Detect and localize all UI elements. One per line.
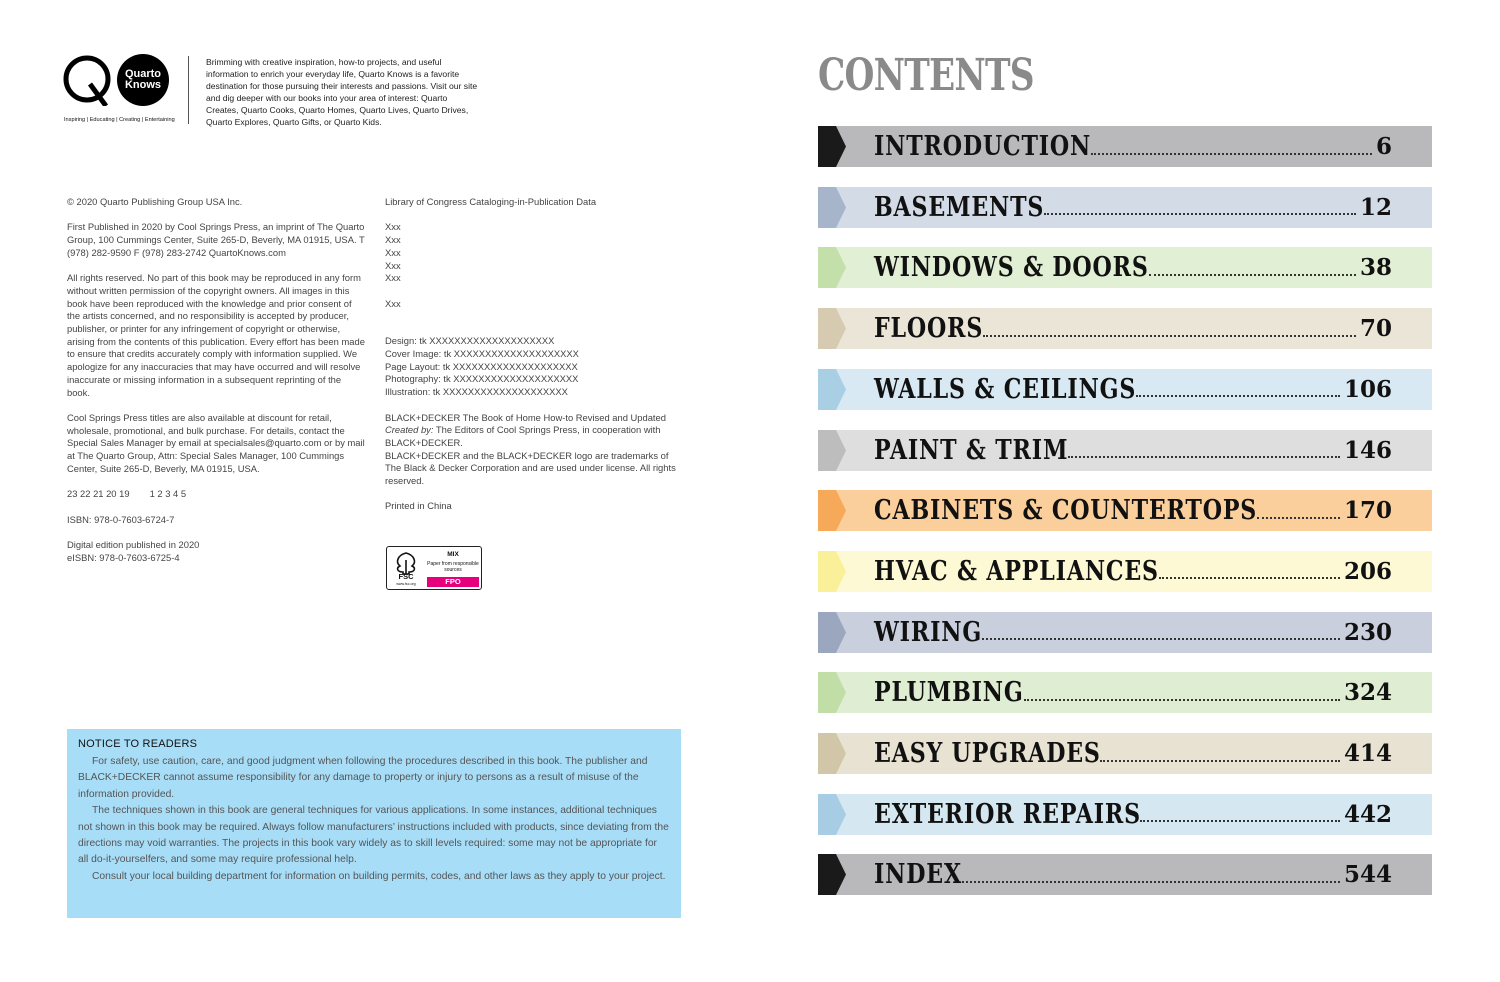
created-by — [385, 424, 681, 449]
credit-design: Design: tk XXXXXXXXXXXXXXXXXXXX — [385, 335, 555, 347]
credits — [385, 335, 681, 399]
toc-entry[interactable] — [818, 430, 1432, 471]
toc-leader-dots — [983, 335, 1356, 337]
quarto-knows-logo — [62, 54, 182, 128]
toc-entry-label: EXTERIOR REPAIRS — [874, 798, 1141, 830]
cip-last: Xxx — [385, 297, 401, 309]
printing-numbers: 1 2 3 4 5 — [149, 488, 187, 500]
printing-years: 23 22 21 20 19 — [67, 488, 130, 500]
tab-arrow-icon — [818, 369, 846, 410]
toc-entry-label: WIRING — [874, 616, 983, 648]
fsc-site: www.fsc.org — [396, 582, 416, 586]
cip-line: Xxx — [385, 221, 401, 233]
toc-entry-page: 414 — [1343, 740, 1392, 767]
toc-leader-dots — [1068, 456, 1340, 458]
digital-edition: Digital edition published in 2020 — [67, 538, 200, 550]
toc-entry-label: INTRODUCTION — [874, 131, 1092, 162]
fsc-text: FSC — [398, 572, 414, 581]
toc-entry[interactable] — [818, 612, 1432, 653]
toc-entry[interactable] — [818, 369, 1432, 410]
tab-arrow-icon — [818, 247, 846, 288]
toc-leader-dots — [1044, 213, 1356, 215]
toc-entry-label: EASY UPGRADES — [874, 738, 1101, 769]
toc-entry[interactable] — [818, 672, 1432, 713]
tab-arrow-icon — [818, 612, 846, 653]
logo-brand-line2: Knows — [124, 79, 162, 91]
toc-entry[interactable] — [818, 187, 1432, 228]
credit-cover-image: Cover Image: tk XXXXXXXXXXXXXXXXXXXX — [385, 348, 579, 359]
toc-entry[interactable] — [818, 551, 1432, 592]
toc-entry[interactable] — [818, 126, 1432, 167]
toc-entry-text — [874, 187, 1392, 228]
credit-photography: Photography: tk XXXXXXXXXXXXXXXXXXXX — [385, 373, 579, 385]
quarto-blurb: Brimming with creative inspiration, how-to projects, and useful information to enrich your everyday life, Quarto Knows is a favorite destination for those pursuing their interests and passions. Visit our site and dig deeper with our books into your area of interest: Quarto Creates, Quarto Cooks, Quarto Homes, Quarto Lives, Quarto Drives, Quarto Explores, Quarto Gifts, or Quarto Kids. — [206, 57, 478, 127]
toc-entry-text — [874, 490, 1392, 531]
toc-entry-page: 70 — [1359, 315, 1392, 343]
fsc-mix-text: MIX — [447, 551, 459, 558]
toc-entry-page: 544 — [1343, 861, 1392, 889]
toc-leader-dots — [1257, 517, 1340, 519]
tab-arrow-icon — [818, 672, 846, 713]
toc-entry-page: 170 — [1343, 497, 1392, 525]
toc-entry-label: BASEMENTS — [874, 191, 1045, 223]
fsc-fpo-badge: FPO — [427, 577, 479, 587]
toc-entry-text — [874, 430, 1392, 471]
tab-arrow-icon — [818, 794, 846, 835]
toc-entry-page: 12 — [1359, 193, 1392, 221]
logo-brand-line1: Quarto — [124, 68, 162, 80]
tab-arrow-icon — [818, 551, 846, 592]
cip-list — [385, 221, 681, 285]
toc-entry-label: CABINETS & COUNTERTOPS — [874, 495, 1258, 527]
tab-arrow-icon — [818, 854, 846, 895]
toc-entry[interactable] — [818, 490, 1432, 531]
tab-arrow-icon — [818, 187, 846, 228]
toc-entry[interactable] — [818, 794, 1432, 835]
notice-heading: NOTICE TO READERS — [78, 738, 198, 750]
toc-entry-page: 106 — [1343, 375, 1392, 403]
toc-entry-page: 230 — [1343, 618, 1392, 646]
contents-title: CONTENTS — [818, 50, 1034, 101]
toc-leader-dots — [1136, 395, 1340, 397]
toc-entry-text — [874, 612, 1392, 653]
toc-entry-page: 206 — [1343, 557, 1392, 585]
created-by-text: The Editors of Cool Springs Press, in cooperation with BLACK+DECKER. — [385, 424, 661, 448]
trademark-note: BLACK+DECKER and the BLACK+DECKER logo are trademarks of The Black & Decker Corporation and are used under license. All rights reserved. — [385, 449, 676, 487]
printed-in: Printed in China — [385, 500, 452, 512]
toc-leader-dots — [962, 881, 1340, 883]
toc-entry-label: WALLS & CEILINGS — [874, 373, 1137, 405]
toc-entry[interactable] — [818, 733, 1432, 774]
copyright-line: © 2020 Quarto Publishing Group USA Inc. — [67, 196, 243, 207]
eisbn: eISBN: 978-0-7603-6725-4 — [67, 551, 180, 563]
toc-entry-text — [874, 551, 1392, 592]
credit-page-layout: Page Layout: tk XXXXXXXXXXXXXXXXXXXX — [385, 360, 578, 372]
toc-entry-text — [874, 854, 1392, 895]
toc-leader-dots — [982, 638, 1340, 640]
copyright-column — [67, 196, 365, 577]
isbn: ISBN: 978-0-7603-6724-7 — [67, 513, 175, 525]
toc-leader-dots — [1149, 274, 1356, 276]
first-published: First Published in 2020 by Cool Springs Press, an imprint of The Quarto Group, 100 Cummings Center, Suite 265-D, Beverly, MA 01915, USA. T (978) 282-9590 F (978) 283-2742 QuartoKnows.com — [67, 221, 365, 258]
toc-entry-label: HVAC & APPLIANCES — [874, 555, 1159, 587]
toc-entry-label: FLOORS — [874, 313, 984, 345]
toc-entry-page: 324 — [1343, 679, 1392, 707]
toc-leader-dots — [1159, 577, 1340, 579]
logo-divider — [188, 56, 189, 124]
fsc-sub-text: Paper from responsible sources — [427, 561, 479, 573]
toc-leader-dots — [1024, 699, 1340, 701]
quarto-q-icon — [62, 54, 114, 106]
quarto-knows-badge — [117, 54, 169, 106]
fsc-mix-label — [386, 546, 482, 590]
cip-column — [385, 196, 681, 526]
logo-tagline: Inspiring | Educating | Creating | Entertaining — [64, 117, 175, 123]
cip-line: Xxx — [385, 259, 401, 271]
cip-line: Xxx — [385, 234, 401, 246]
notice-paragraph: Consult your local building department for information on building permits, codes, and other laws as they apply to your project. — [92, 870, 666, 882]
toc-leader-dots — [1091, 153, 1372, 155]
rights-statement: All rights reserved. No part of this book may be reproduced in any form without written permission of the copyright owners. All images in this book have been reproduced with the knowledge and prior consent of the artists concerned, and no responsibility is accepted by producer, publisher, or printer for any infringement of copyright or otherwise, arising from the contents of this publication. Every effort has been made to ensure that credits accurately comply with information supplied. We apologize for any inaccuracies that may have occurred and will resolve inaccurate or missing information in a subsequent reprinting of the book. — [67, 272, 365, 398]
toc-leader-dots — [1100, 760, 1340, 762]
toc-entry-label: WINDOWS & DOORS — [874, 252, 1149, 284]
toc-entry-text — [874, 308, 1392, 349]
toc-entry-text — [874, 733, 1392, 774]
toc-entry[interactable] — [818, 247, 1432, 288]
toc-entry-label: PLUMBING — [874, 677, 1024, 709]
cip-line: Xxx — [385, 272, 401, 284]
tab-arrow-icon — [818, 308, 846, 349]
toc-entry-page: 442 — [1343, 800, 1392, 828]
toc-leader-dots — [1140, 820, 1340, 822]
credit-illustration: Illustration: tk XXXXXXXXXXXXXXXXXXXX — [385, 386, 568, 398]
toc-entry[interactable] — [818, 854, 1432, 895]
cip-heading: Library of Congress Cataloging-in-Publication Data — [385, 196, 597, 207]
toc-entry-text — [874, 369, 1392, 410]
book-title: BLACK+DECKER The Book of Home How-to Revised and Updated — [385, 411, 666, 423]
sales-statement: Cool Springs Press titles are also available at discount for retail, wholesale, promotional, and bulk purchase. For details, contact the Special Sales Manager by email at specialsales@quarto.com or by mail at The Quarto Group, Attn: Special Sales Manager, 100 Cummings Center, Suite 265-D, Beverly, MA 01915, USA. — [67, 411, 365, 474]
toc-entry[interactable] — [818, 308, 1432, 349]
toc-entry-text — [874, 247, 1392, 288]
tab-arrow-icon — [818, 490, 846, 531]
toc-entry-text — [874, 794, 1392, 835]
notice-paragraph: For safety, use caution, care, and good judgment when following the procedures described in this book. The publisher and BLACK+DECKER cannot assume responsibility for any damage to property or injury to persons as a result of misuse of the information provided. — [78, 756, 648, 800]
toc-entry-label: PAINT & TRIM — [874, 434, 1069, 466]
notice-paragraph: The techniques shown in this book are general techniques for various applications. In some instances, additional techniques not shown in this book may be required. Always follow manufacturers’ instructions included with products, since deviating from the directions may void warranties. The projects in this book vary widely as to skill levels required: some may not be appropriate for all do-it-yourselfers, and some may require professional help. — [78, 805, 669, 866]
printing-line — [67, 488, 365, 501]
toc-entry-page: 146 — [1343, 436, 1392, 464]
toc-entry-page: 38 — [1359, 254, 1392, 282]
notice-to-readers — [67, 729, 681, 918]
toc-entry-text — [874, 672, 1392, 713]
tab-arrow-icon — [818, 126, 846, 167]
created-by-label: Created by: — [385, 424, 434, 436]
toc-entry-text — [874, 126, 1392, 167]
toc-entry-page: 6 — [1375, 133, 1392, 160]
tab-arrow-icon — [818, 430, 846, 471]
toc-entry-label: INDEX — [874, 859, 962, 891]
tab-arrow-icon — [818, 733, 846, 774]
cip-line: Xxx — [385, 246, 401, 258]
